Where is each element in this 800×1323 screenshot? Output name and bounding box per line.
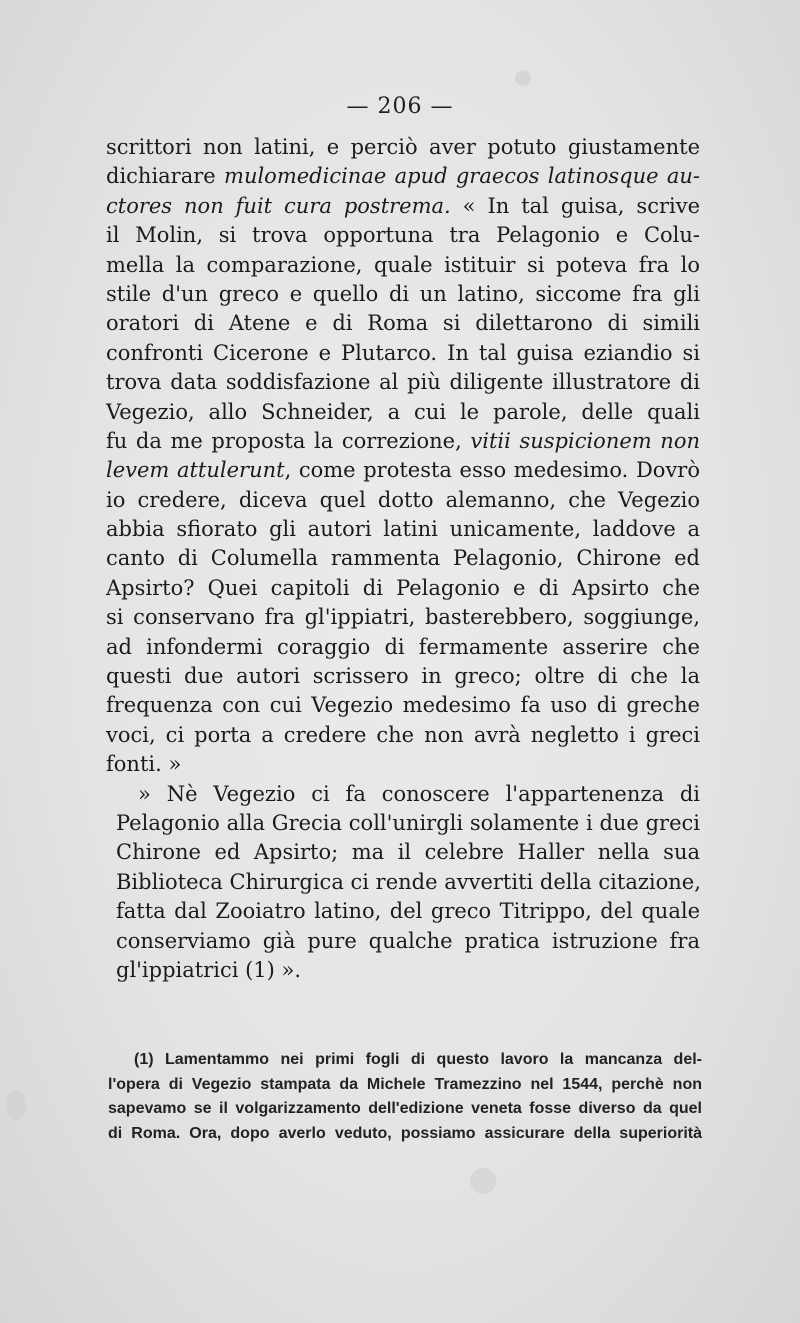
text-line — [106, 574, 700, 603]
text-segment: gl'ippiatrici (1) ». — [116, 957, 302, 982]
text-segment: fu da me proposta la correzione, — [106, 428, 471, 453]
text-line — [106, 721, 700, 750]
text-segment: questi due autori scrissero in greco; oltre di che la — [106, 664, 700, 689]
text-segment: Chirone ed Apsirto; ma il celebre Haller nella sua — [116, 840, 700, 865]
text-segment: mella la comparazione, quale istituir si poteva fra lo — [106, 252, 700, 277]
text-segment: conserviamo già pure qualche pratica istruzione fra — [116, 928, 700, 953]
text-segment: canto di Columella rammenta Pelagonio, Chirone ed — [106, 546, 700, 571]
text-line — [106, 221, 700, 250]
text-line — [106, 780, 700, 809]
italic-text: vitii suspicionem non — [470, 428, 700, 453]
text-line — [106, 515, 700, 544]
text-line — [106, 251, 700, 280]
text-line — [106, 927, 700, 956]
text-segment: ad infondermi coraggio di fermamente asserire che — [106, 634, 700, 659]
text-segment: , come protesta esso medesimo. Dovrò — [284, 458, 700, 483]
footnote-line: di Roma. Ora, dopo averlo veduto, possiamo assicurare della superiorità — [108, 1124, 702, 1142]
text-line — [106, 486, 700, 515]
text-line — [106, 192, 700, 221]
text-segment: trova data soddisfazione al più diligente illustratore di — [106, 370, 700, 395]
text-segment: si conservano fra gl'ippiatri, basterebbero, soggiunge, — [106, 605, 700, 630]
text-segment: Biblioteca Chirurgica ci rende avvertiti della citazione, — [116, 869, 701, 894]
text-segment: dichiarare — [106, 164, 225, 189]
text-line — [106, 133, 700, 162]
text-line — [106, 309, 700, 338]
text-line — [106, 339, 700, 368]
text-line — [106, 603, 700, 632]
text-segment: io credere, diceva quel dotto alemanno, che Vegezio — [106, 487, 700, 512]
text-line — [106, 398, 700, 427]
text-segment: Apsirto? Quei capitoli di Pelagonio e di Apsirto che — [106, 575, 700, 600]
text-line — [106, 280, 700, 309]
text-segment: stile d'un greco e quello di un latino, siccome fra gli — [106, 281, 700, 306]
text-segment: voci, ci porta a credere che non avrà negletto i greci — [106, 722, 700, 747]
footnote — [108, 1048, 702, 1146]
text-line — [106, 868, 700, 897]
text-segment: fonti. » — [106, 752, 182, 777]
text-line — [106, 956, 700, 985]
text-segment: fatta dal Zooiatro latino, del greco Titrippo, del quale — [116, 899, 700, 924]
main-text — [106, 133, 700, 985]
text-segment: abbia sfiorato gli autori latini unicamente, laddove a — [106, 517, 700, 542]
text-segment: « In tal guisa, scrive — [450, 193, 700, 218]
text-segment: oratori di Atene e di Roma si dilettarono di simili — [106, 311, 700, 336]
text-line — [106, 544, 700, 573]
text-segment: Vegezio, allo Schneider, a cui le parole, delle quali — [106, 399, 700, 424]
text-line — [106, 368, 700, 397]
italic-text: ctores non fuit cura postrema. — [106, 193, 451, 218]
text-line — [106, 838, 700, 867]
text-line — [106, 162, 700, 191]
text-segment: il Molin, si trova opportuna tra Pelagonio e Colu- — [106, 223, 700, 248]
text-line — [106, 427, 700, 456]
paper-speck — [470, 1168, 496, 1194]
page-number: — 206 — — [346, 94, 454, 119]
text-line — [106, 750, 700, 779]
text-segment: Pelagonio alla Grecia coll'unirgli solamente i due greci — [116, 810, 700, 835]
text-segment: scrittori non latini, e perciò aver potuto giustamente — [106, 135, 700, 159]
paper-speck — [515, 70, 531, 86]
text-segment: frequenza con cui Vegezio medesimo fa uso di greche — [106, 693, 700, 718]
text-line — [106, 691, 700, 720]
text-segment: confronti Cicerone e Plutarco. In tal guisa eziandio si — [106, 340, 700, 365]
text-line — [106, 662, 700, 691]
italic-text: levem attulerunt — [106, 458, 285, 483]
footnote-line: l'opera di Vegezio stampata da Michele Tramezzino nel 1544, perchè non — [108, 1075, 702, 1093]
footnote-line: (1) Lamentammo nei primi fogli di questo lavoro la mancanza del- — [134, 1051, 702, 1068]
text-line — [106, 809, 700, 838]
text-segment: » Nè Vegezio ci fa conoscere l'appartenenza di — [138, 781, 700, 806]
text-line — [106, 456, 700, 485]
footnote-line: sapevamo se il volgarizzamento dell'edizione veneta fosse diverso da quel — [108, 1100, 702, 1117]
italic-text: mulomedicinae apud graecos latinosque au- — [224, 164, 700, 189]
paper-speck — [6, 1090, 26, 1120]
text-line — [106, 633, 700, 662]
text-line — [106, 897, 700, 926]
